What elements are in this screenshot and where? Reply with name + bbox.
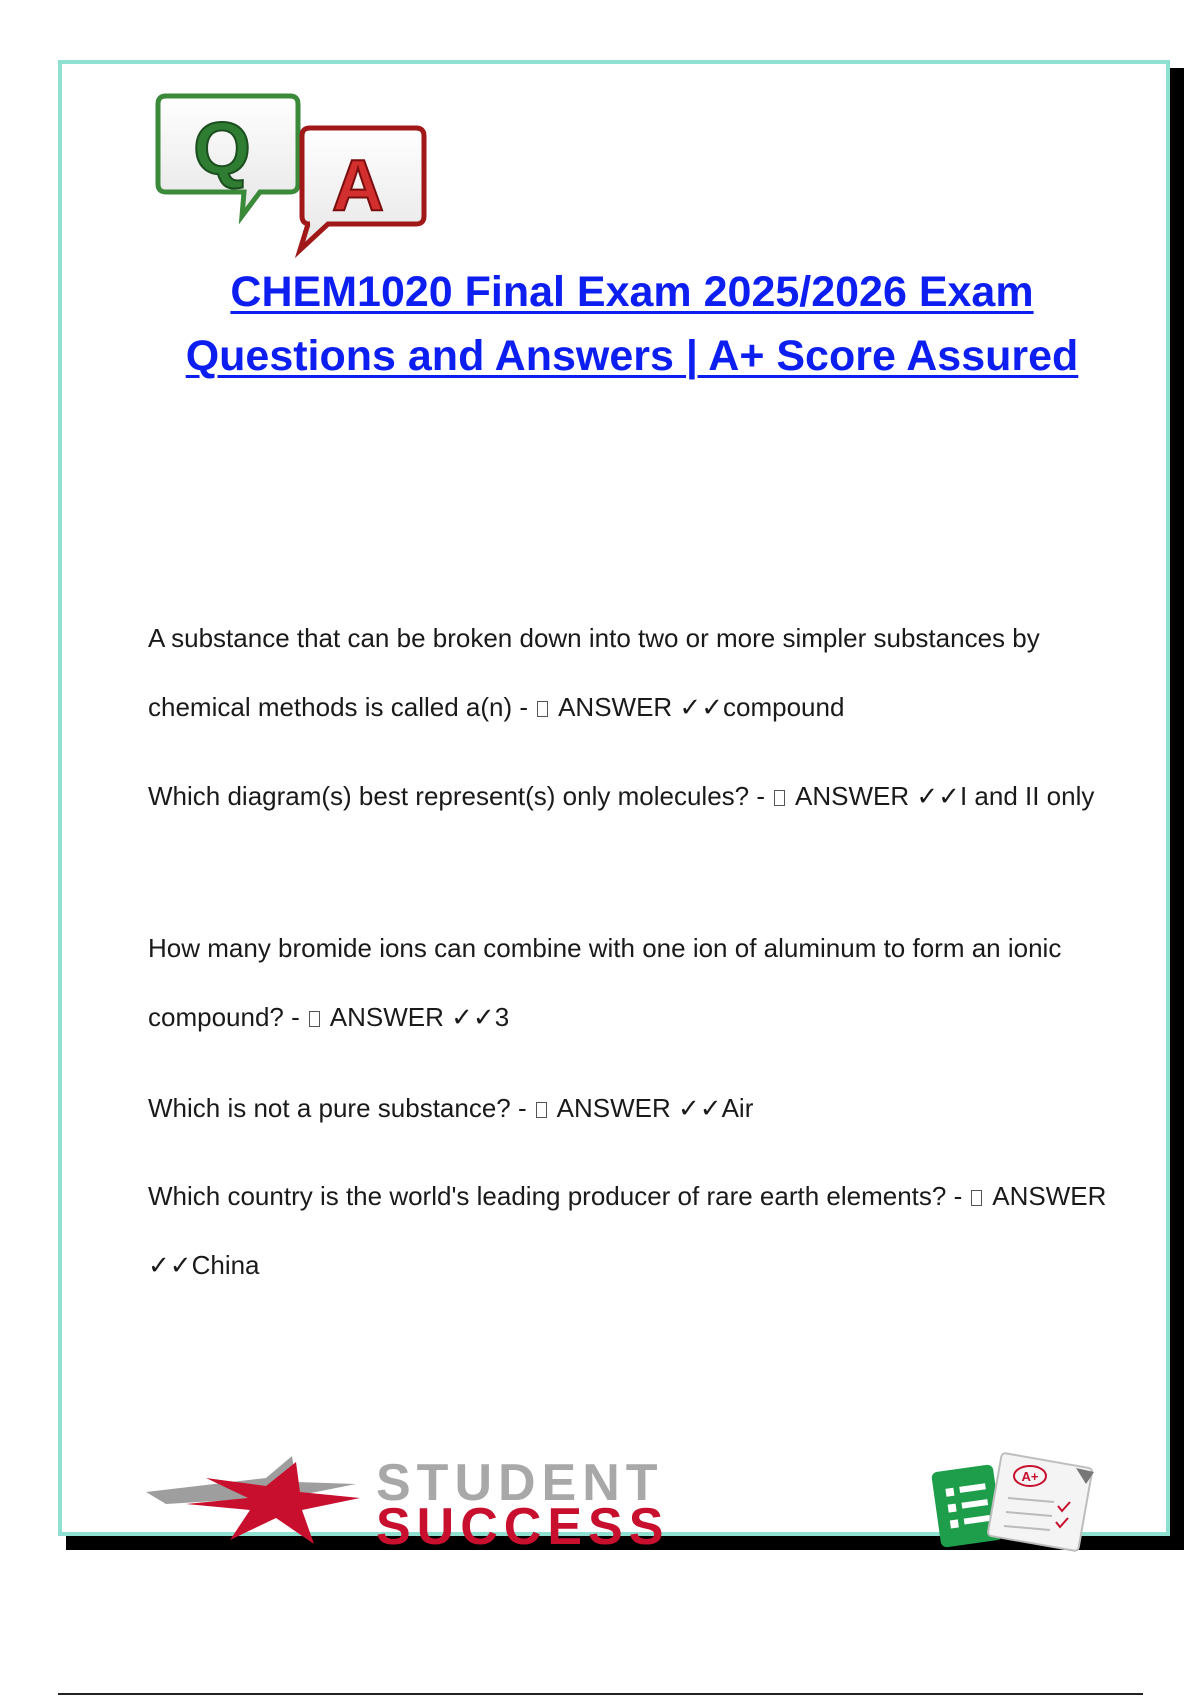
- question-text: Which is not a pure substance? -: [148, 1093, 527, 1123]
- missing-glyph-icon: [537, 701, 548, 717]
- missing-glyph-icon: [309, 1011, 320, 1027]
- missing-glyph-icon: [774, 790, 785, 806]
- bottom-divider: [58, 1693, 1143, 1695]
- answer-marker: ANSWER ✓✓: [558, 692, 723, 722]
- qa-item: [148, 1162, 1148, 1300]
- missing-glyph-icon: [536, 1102, 547, 1118]
- qa-item: [148, 1074, 1148, 1143]
- answer-marker: ANSWER ✓✓: [329, 1002, 495, 1032]
- question-text: Which country is the world's leading producer of rare earth elements? -: [148, 1181, 963, 1211]
- a-letter: A: [332, 146, 384, 226]
- graded-paper-icon: [987, 1453, 1094, 1552]
- grade-badge: A+: [1021, 1469, 1039, 1484]
- question-text: How many bromide ions can combine with one ion of aluminum to form an ionic compound? -: [148, 933, 1062, 1032]
- document-page: [58, 60, 1170, 1556]
- question-text: Which diagram(s) best represent(s) only molecules? -: [148, 781, 765, 811]
- document-title: CHEM1020 Final Exam 2025/2026 Exam Questions and Answers | A+ Score Assured: [185, 268, 1079, 380]
- qa-item: [148, 762, 1148, 831]
- answer-text: 3: [494, 1002, 510, 1032]
- missing-glyph-icon: [971, 1190, 982, 1206]
- footer-line2: SUCCESS: [376, 1498, 670, 1556]
- qa-item: [148, 604, 1148, 742]
- answer-text: compound: [723, 692, 845, 722]
- qa-logo: [150, 92, 450, 272]
- student-success-logo: [146, 1448, 1106, 1558]
- answer-marker: ANSWER ✓✓: [148, 1181, 1107, 1280]
- q-letter: Q: [193, 107, 251, 190]
- answer-marker: ANSWER ✓✓: [556, 1093, 722, 1123]
- answer-text: China: [191, 1250, 260, 1280]
- answer-text: I and II only: [959, 781, 1095, 811]
- qa-item: [148, 914, 1148, 1052]
- answer-marker: ANSWER ✓✓: [795, 781, 960, 811]
- answer-text: Air: [721, 1093, 754, 1123]
- footer-line1: STUDENT: [376, 1454, 664, 1512]
- question-text: A substance that can be broken down into two or more simpler substances by chemical methods is called a(n) -: [148, 623, 1040, 722]
